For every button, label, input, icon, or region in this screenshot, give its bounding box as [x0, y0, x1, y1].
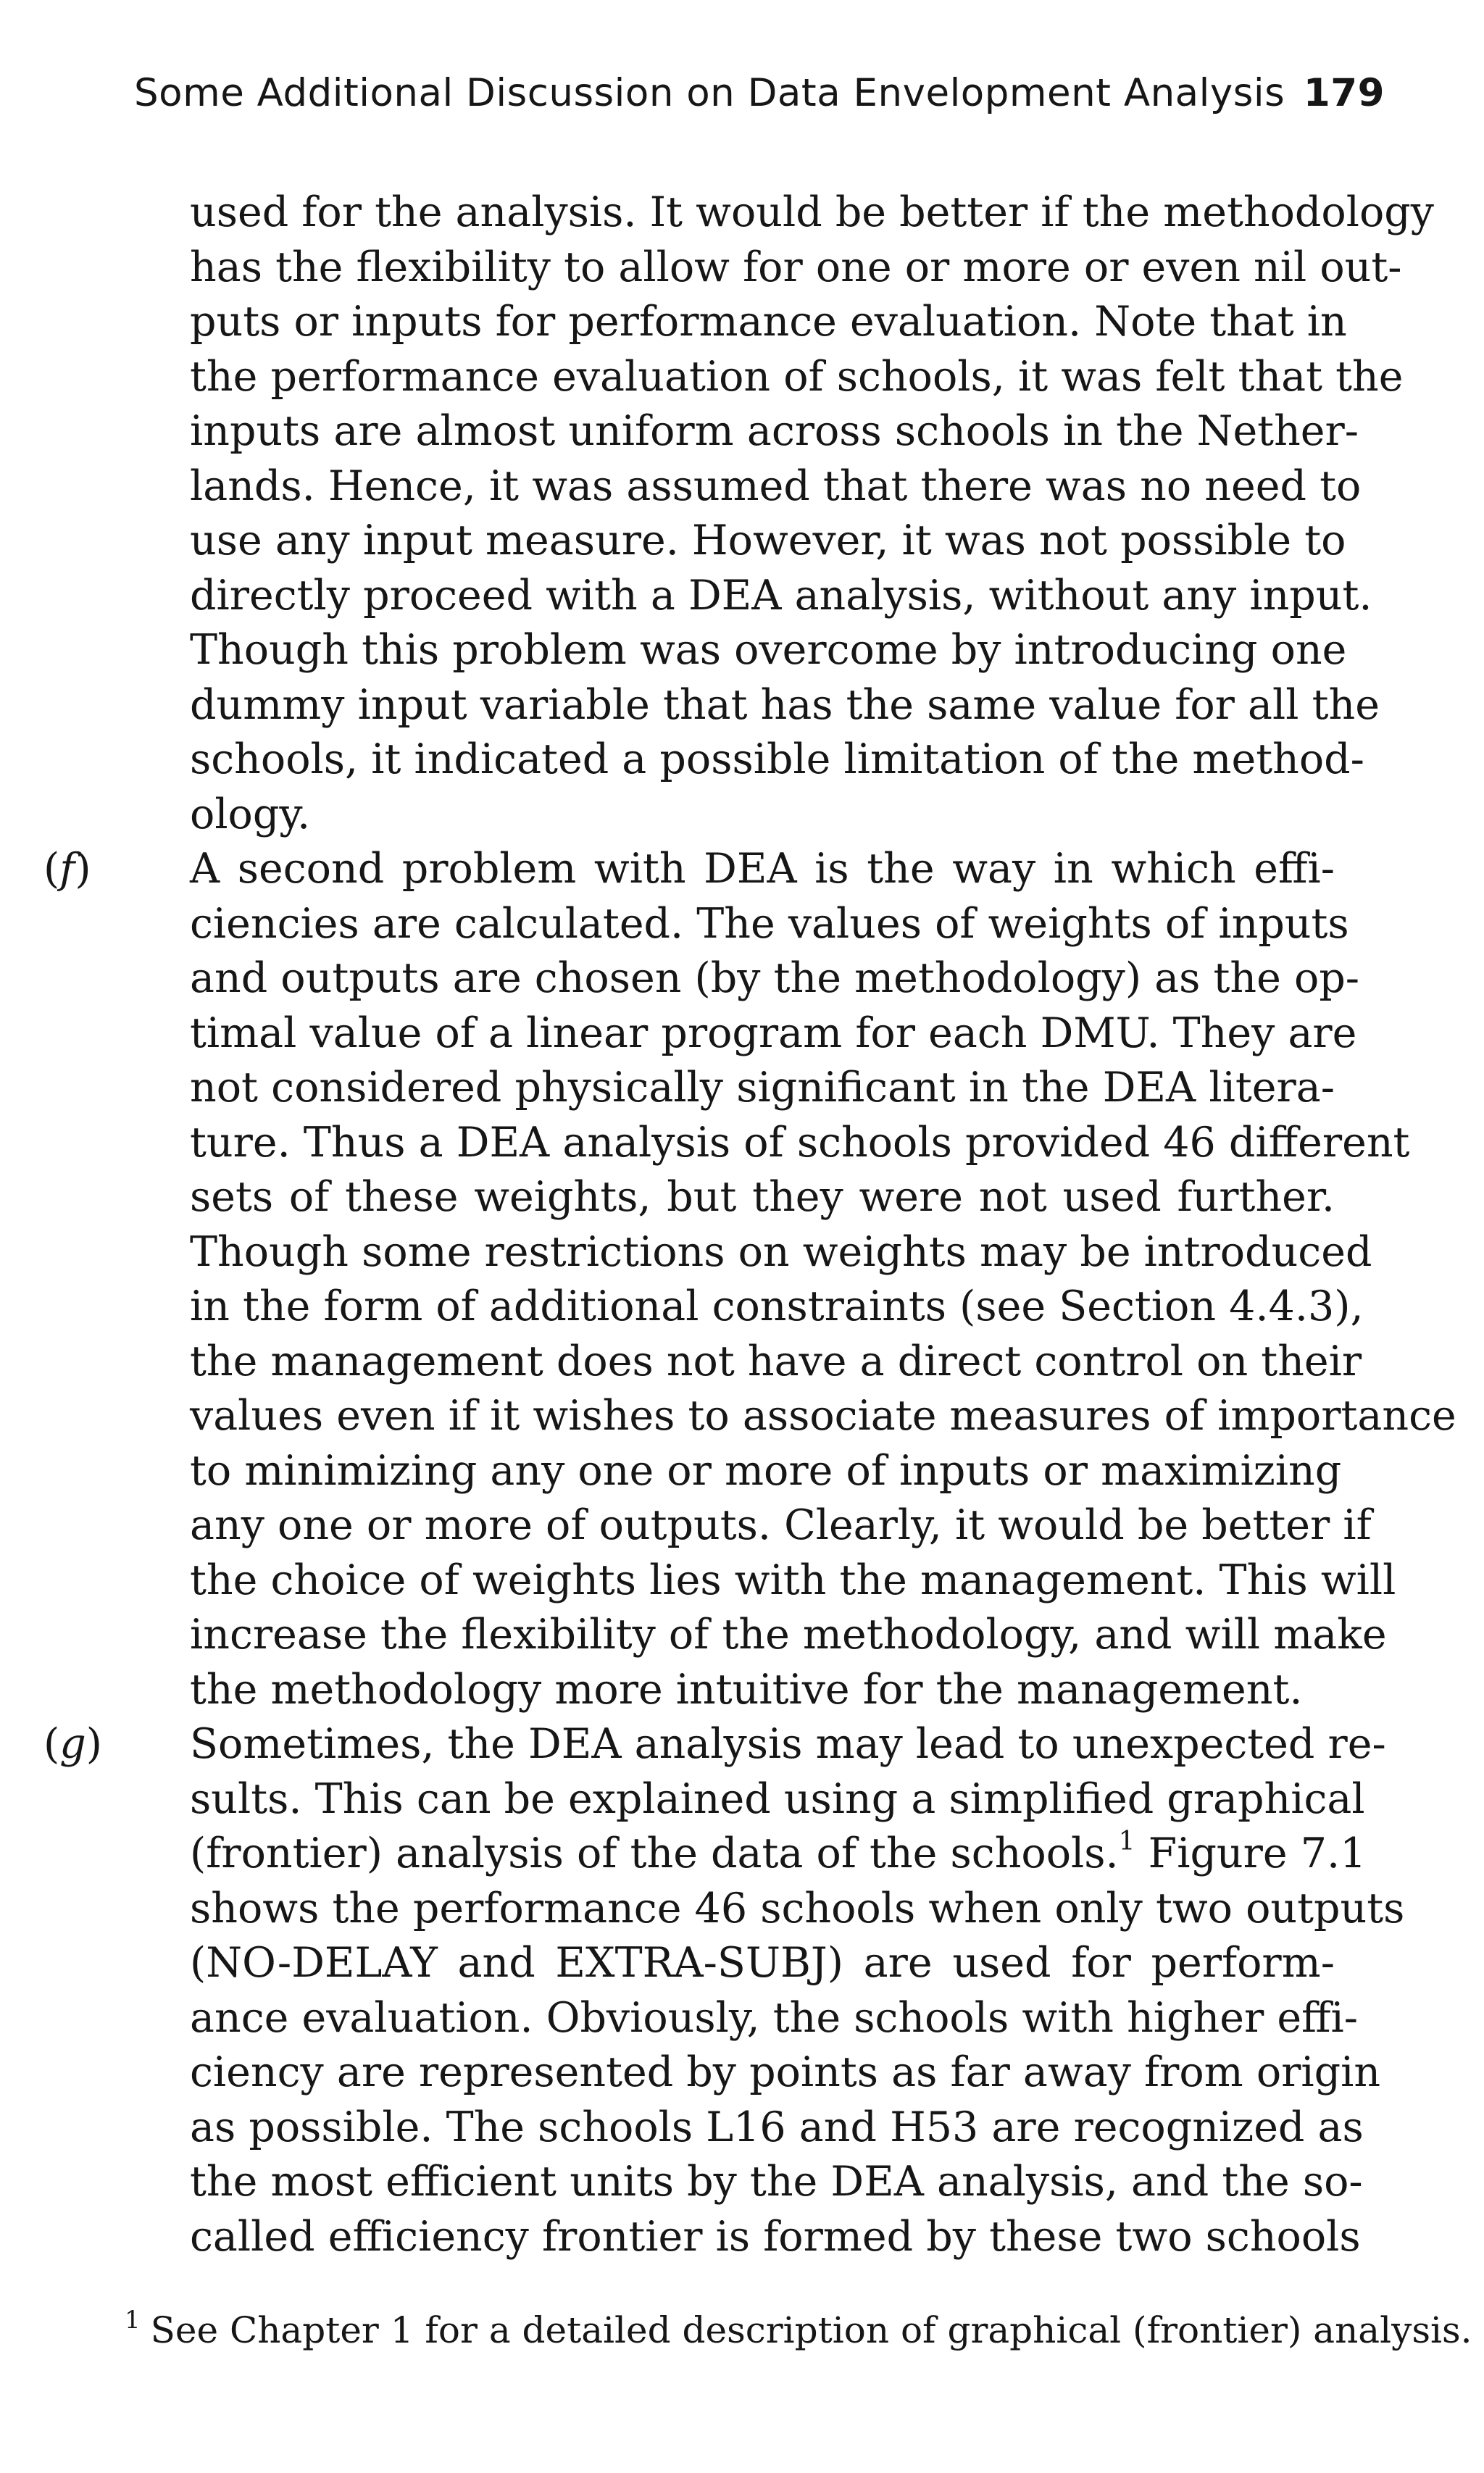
text-line: ture. Thus a DEA analysis of schools provided 46 different — [190, 1118, 1410, 1167]
text-line: puts or inputs for performance evaluation. Note that in — [190, 298, 1347, 346]
footnote-reference[interactable]: 1 — [1118, 1827, 1135, 1856]
text-line: A second problem with DEA is the way in which effi- — [190, 845, 1335, 893]
text-line: values even if it wishes to associate measures of importance — [190, 1392, 1456, 1440]
running-head-title: Some Additional Discussion on Data Envelopment Analysis — [134, 71, 1285, 115]
text-line: directly proceed with a DEA analysis, without any input. — [190, 571, 1372, 620]
text-line: the methodology more intuitive for the management. — [190, 1665, 1303, 1714]
text-line: as possible. The schools L16 and H53 are recognized as — [190, 2103, 1364, 2151]
text-line: (NO-DELAY and EXTRA-SUBJ) are used for perform- — [190, 1939, 1335, 1987]
continuation-paragraph — [190, 185, 1434, 842]
text-line: to minimizing any one or more of inputs or maximizing — [190, 1446, 1342, 1495]
text-line: the management does not have a direct control on their — [190, 1337, 1362, 1385]
text-line: the performance evaluation of schools, it was felt that the — [190, 352, 1404, 401]
text-line: ology. — [190, 790, 311, 838]
text-line: schools, it indicated a possible limitation of the method- — [190, 735, 1364, 783]
text-line: the most efficient units by the DEA analysis, and the so- — [190, 2158, 1363, 2206]
text-line: any one or more of outputs. Clearly, it would be better if — [190, 1501, 1372, 1549]
text-line: dummy input variable that has the same value for all the — [190, 680, 1380, 729]
list-item-g — [43, 1717, 1405, 2264]
text-line: ciencies are calculated. The values of weights of inputs — [190, 899, 1349, 948]
body-text — [43, 185, 1456, 2264]
text-line: and outputs are chosen (by the methodology) as the op- — [190, 954, 1360, 1002]
text-line: Though some restrictions on weights may be introduced — [190, 1227, 1372, 1276]
text-line: not considered physically significant in the DEA litera- — [190, 1064, 1335, 1112]
text-line: inputs are almost uniform across schools in the Nether- — [190, 407, 1359, 455]
list-item-f — [43, 842, 1456, 1717]
text-line: Sometimes, the DEA analysis may lead to unexpected re- — [190, 1720, 1386, 1768]
text-line: in the form of additional constraints (see Section 4.4.3), — [190, 1283, 1364, 1330]
text-line: use any input measure. However, it was not possible to — [190, 517, 1346, 564]
text-line: ance evaluation. Obviously, the schools with higher effi- — [190, 1993, 1359, 2042]
text-line: timal value of a linear program for each DMU. They are — [190, 1009, 1357, 1057]
text-line: the choice of weights lies with the management. This will — [190, 1556, 1396, 1604]
text-line: sults. This can be explained using a simplified graphical — [190, 1775, 1365, 1823]
text-line: Though this problem was overcome by introducing one — [190, 626, 1347, 674]
text-line: shows the performance 46 schools when only two outputs — [190, 1884, 1405, 1932]
running-head — [134, 71, 1385, 117]
text-line: lands. Hence, it was assumed that there was no need to — [190, 462, 1362, 510]
item-label-g: (g) — [43, 1720, 102, 1768]
text-line: called efficiency frontier is formed by these two schools — [190, 2212, 1361, 2261]
item-label-f: (f) — [43, 845, 91, 893]
text-line: has the flexibility to allow for one or more or even nil out- — [190, 243, 1402, 291]
text-line: used for the analysis. It would be better if the methodology — [190, 188, 1434, 236]
text-line: ciency are represented by points as far away from origin — [190, 2048, 1381, 2096]
footnote-text: See Chapter 1 for a detailed description of graphical (frontier) analysis. — [150, 2309, 1472, 2351]
text-line: (frontier) analysis of the data of the schools.$^1$ Figure 7.1 — [190, 1827, 1367, 1877]
page-number: 179 — [1303, 71, 1385, 115]
footnote-mark: 1 — [125, 2306, 141, 2335]
text-line: sets of these weights, but they were not used further. — [190, 1173, 1335, 1221]
text-line: increase the flexibility of the methodology, and will make — [190, 1611, 1387, 1659]
footnote — [125, 2306, 1472, 2353]
